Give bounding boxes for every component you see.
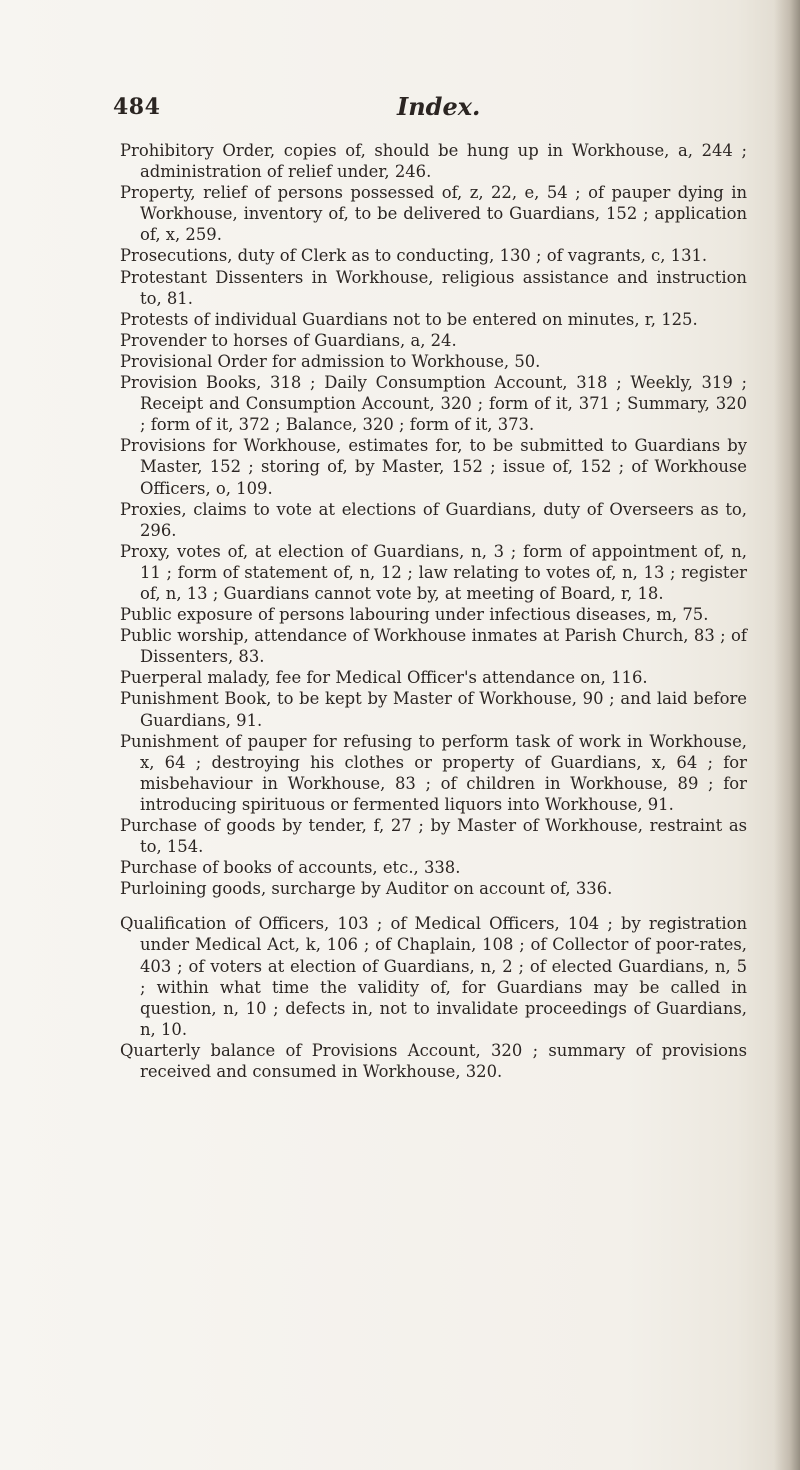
index-entry: Puerperal malady, fee for Medical Officer's attendance on, 116.	[120, 668, 648, 688]
index-entry: Purloining goods, surcharge by Auditor on account of, 336.	[120, 879, 613, 899]
index-entry: Property, relief of persons possessed of, z, 22, e, 54 ; of pauper dying in Workhouse, inventory of, to be delivered to Guardians, 152 ; application of, x, 259.	[120, 183, 747, 245]
index-entry: Punishment Book, to be kept by Master of Workhouse, 90 ; and laid before Guardians, 91.	[120, 689, 747, 730]
index-entries	[120, 140, 747, 1082]
index-entry: Qualification of Officers, 103 ; of Medical Officers, 104 ; by registration under Medical Act, k, 106 ; of Chaplain, 108 ; of Collector of poor-rates, 403 ; of voters at election of Guardians, n, 2 ; of elected Guardians, n, 5 ; within what time the validity of, for Guardians may be called in question, n, 10 ; defects in, not to invalidate proceedings of Guardians, n, 10.	[120, 914, 747, 1039]
index-entry: Protests of individual Guardians not to be entered on minutes, r, 125.	[120, 309, 698, 329]
index-entry: Proxy, votes of, at election of Guardians, n, 3 ; form of appointment of, n, 11 ; form of statement of, n, 12 ; law relating to votes of, n, 13 ; register of, n, 13 ; Guardians cannot vote by, at meeting of Board, r, 18.	[120, 541, 747, 603]
index-entry: Punishment of pauper for refusing to perform task of work in Workhouse, x, 64 ; destroying his clothes or property of Guardians, x, 64 ; for misbehaviour in Workhouse, 83 ; of children in Workhouse, 89 ; for introducing spirituous or fermented liquors into Workhouse, 91.	[120, 731, 747, 814]
page-edge-shadow	[774, 0, 800, 1470]
index-entry: Provision Books, 318 ; Daily Consumption Account, 318 ; Weekly, 319 ; Receipt and Consumption Account, 320 ; form of it, 371 ; Summary, 320 ; form of it, 372 ; Balance, 320 ; form of it, 373.	[120, 373, 747, 435]
index-entry: Prohibitory Order, copies of, should be hung up in Workhouse, a, 244 ; administration of relief under, 246.	[120, 141, 747, 182]
page-number: 484	[113, 94, 161, 120]
index-entry: Provisional Order for admission to Workhouse, 50.	[120, 351, 541, 371]
index-entry: Provender to horses of Guardians, a, 24.	[120, 330, 457, 350]
index-entry: Public worship, attendance of Workhouse inmates at Parish Church, 83 ; of Dissenters, 83.	[120, 626, 747, 667]
index-entry: Prosecutions, duty of Clerk as to conducting, 130 ; of vagrants, c, 131.	[120, 246, 708, 266]
index-entry: Provisions for Workhouse, estimates for, to be submitted to Guardians by Master, 152 ; storing of, by Master, 152 ; issue of, 152 ; of Workhouse Officers, o, 109.	[120, 436, 747, 498]
page-header	[113, 94, 753, 134]
index-entry: Protestant Dissenters in Workhouse, religious assistance and instruction to, 81.	[120, 267, 747, 308]
index-entry: Purchase of goods by tender, f, 27 ; by Master of Workhouse, restraint as to, 154.	[120, 816, 747, 857]
index-entry: Proxies, claims to vote at elections of Guardians, duty of Overseers as to, 296.	[120, 499, 747, 540]
index-entry: Purchase of books of accounts, etc., 338.	[120, 858, 461, 878]
index-entry: Public exposure of persons labouring under infectious diseases, m, 75.	[120, 605, 709, 625]
running-title: Index.	[397, 92, 481, 121]
index-entry: Quarterly balance of Provisions Account, 320 ; summary of provisions received and consumed in Workhouse, 320.	[120, 1040, 747, 1082]
